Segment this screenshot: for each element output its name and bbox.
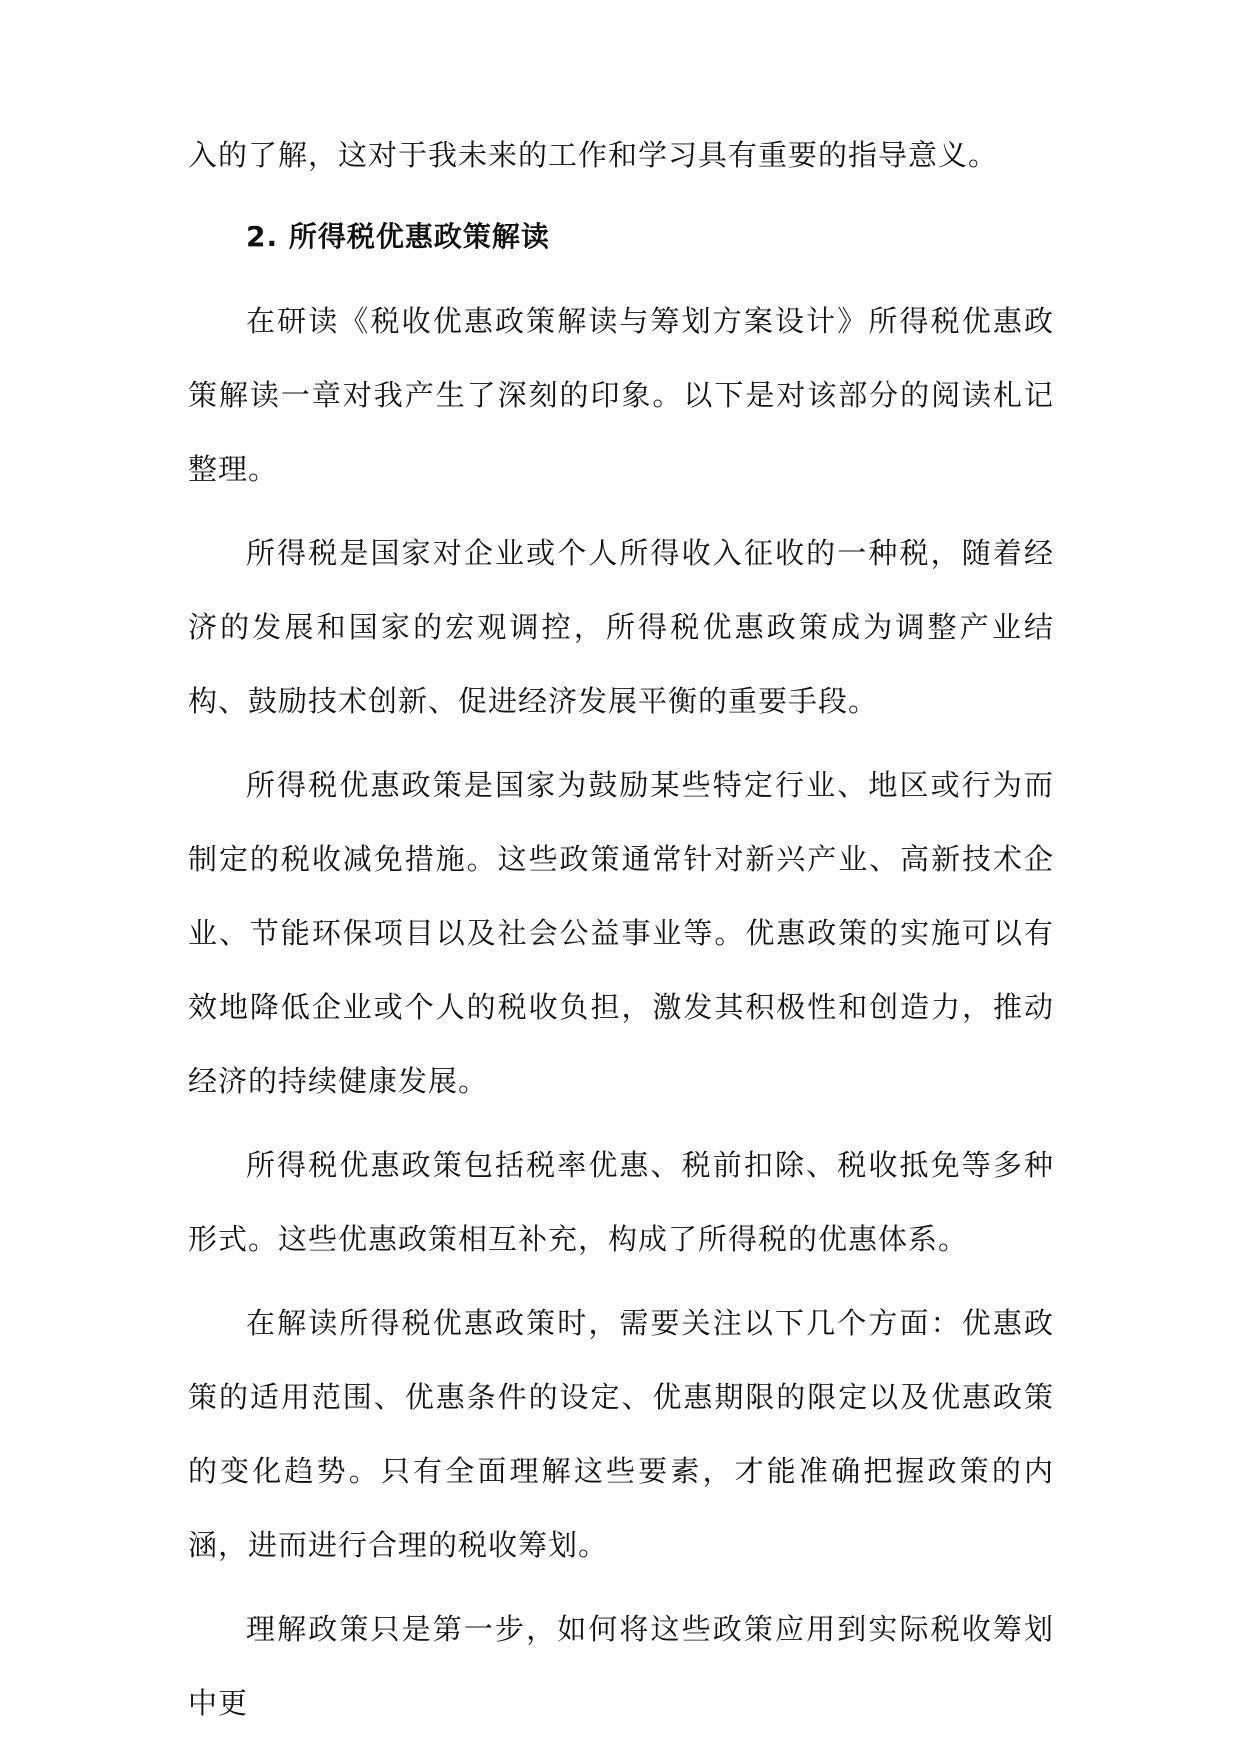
section-heading: 2. 所得税优惠政策解读: [246, 220, 550, 253]
body-text: [188, 118, 1054, 1740]
paragraph-2: 所得税是国家对企业或个人所得收入征收的一种税，随着经济的发展和国家的宏观调控，所得税优惠政策成为调整产业结构、鼓励技术创新、促进经济发展平衡的重要手段。: [188, 536, 1054, 718]
paragraph-5: 在解读所得税优惠政策时，需要关注以下几个方面：优惠政策的适用范围、优惠条件的设定、优惠期限的限定以及优惠政策的变化趋势。只有全面理解这些要素，才能准确把握政策的内涵，进而进行合理的税收筹划。: [188, 1306, 1054, 1562]
paragraph-4: 所得税优惠政策包括税率优惠、税前扣除、税收抵免等多种形式。这些优惠政策相互补充，构成了所得税的优惠体系。: [188, 1148, 1054, 1256]
paragraph-6: 理解政策只是第一步，如何将这些政策应用到实际税收筹划中更: [188, 1612, 1054, 1720]
paragraph-3: 所得税优惠政策是国家为鼓励某些特定行业、地区或行为而制定的税收减免措施。这些政策通常针对新兴产业、高新技术企业、节能环保项目以及社会公益事业等。优惠政策的实施可以有效地降低企业或个人的税收负担，激发其积极性和创造力，推动经济的持续健康发展。: [188, 768, 1054, 1098]
paragraph-1: 在研读《税收优惠政策解读与筹划方案设计》所得税优惠政策解读一章对我产生了深刻的印象。以下是对该部分的阅读札记整理。: [188, 304, 1054, 486]
continuation-paragraph: 入的了解，这对于我未来的工作和学习具有重要的指导意义。: [188, 138, 999, 172]
